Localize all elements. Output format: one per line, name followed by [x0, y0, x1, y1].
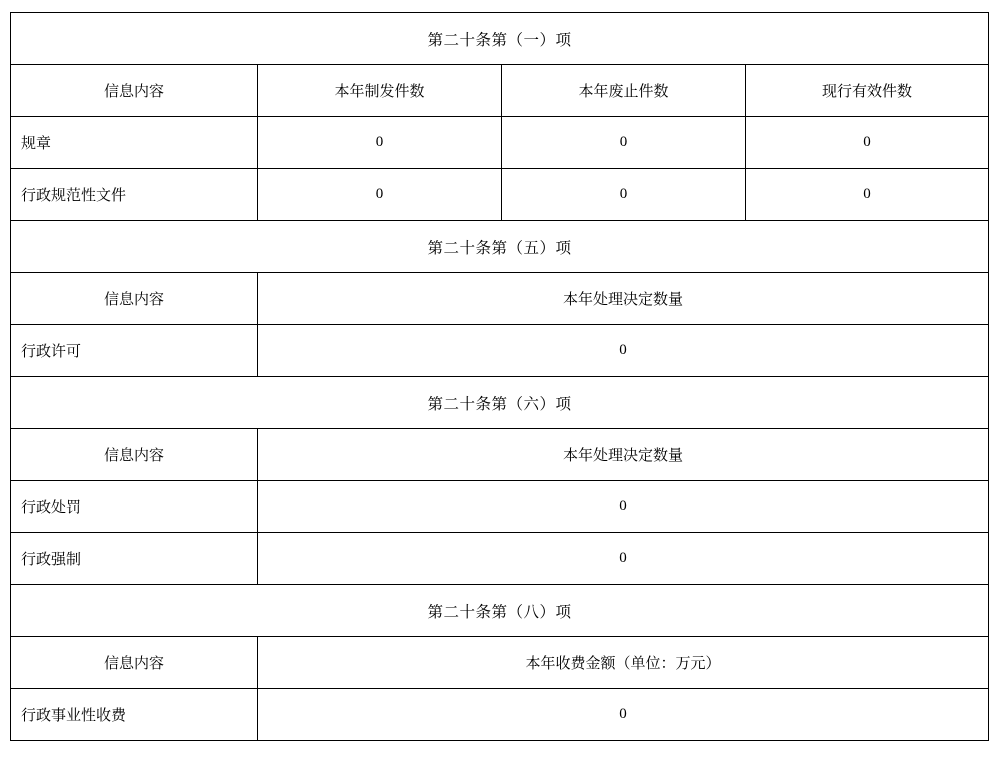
table-row [11, 689, 989, 741]
government-information-disclosure-table [10, 12, 989, 741]
column-header-info-content: 信息内容 [11, 65, 258, 117]
section-title: 第二十条第（五）项 [11, 221, 989, 273]
table-row [11, 481, 989, 533]
column-header-decision-quantity: 本年处理决定数量 [258, 429, 989, 481]
table-row [11, 533, 989, 585]
table-header-row [11, 637, 989, 689]
cell-value: 0 [746, 169, 989, 221]
row-label: 行政处罚 [11, 481, 258, 533]
column-header-decision-quantity: 本年处理决定数量 [258, 273, 989, 325]
row-label: 行政许可 [11, 325, 258, 377]
cell-value: 0 [258, 689, 989, 741]
section-title-row [11, 377, 989, 429]
row-label: 行政强制 [11, 533, 258, 585]
table-row [11, 117, 989, 169]
table-header-row [11, 65, 989, 117]
column-header-effective-count: 现行有效件数 [746, 65, 989, 117]
section-title: 第二十条第（六）项 [11, 377, 989, 429]
column-header-fee-amount: 本年收费金额（单位：万元） [258, 637, 989, 689]
table-header-row [11, 429, 989, 481]
section-title-row [11, 13, 989, 65]
cell-value: 0 [258, 169, 502, 221]
table-row [11, 169, 989, 221]
row-label: 规章 [11, 117, 258, 169]
column-header-issued-count: 本年制发件数 [258, 65, 502, 117]
cell-value: 0 [258, 533, 989, 585]
table-header-row [11, 273, 989, 325]
cell-value: 0 [502, 117, 746, 169]
table-row [11, 325, 989, 377]
column-header-info-content: 信息内容 [11, 637, 258, 689]
cell-value: 0 [746, 117, 989, 169]
column-header-abolished-count: 本年废止件数 [502, 65, 746, 117]
row-label: 行政事业性收费 [11, 689, 258, 741]
section-title: 第二十条第（一）项 [11, 13, 989, 65]
section-title: 第二十条第（八）项 [11, 585, 989, 637]
cell-value: 0 [258, 325, 989, 377]
column-header-info-content: 信息内容 [11, 273, 258, 325]
column-header-info-content: 信息内容 [11, 429, 258, 481]
section-title-row [11, 221, 989, 273]
cell-value: 0 [258, 481, 989, 533]
cell-value: 0 [258, 117, 502, 169]
cell-value: 0 [502, 169, 746, 221]
row-label: 行政规范性文件 [11, 169, 258, 221]
section-title-row [11, 585, 989, 637]
